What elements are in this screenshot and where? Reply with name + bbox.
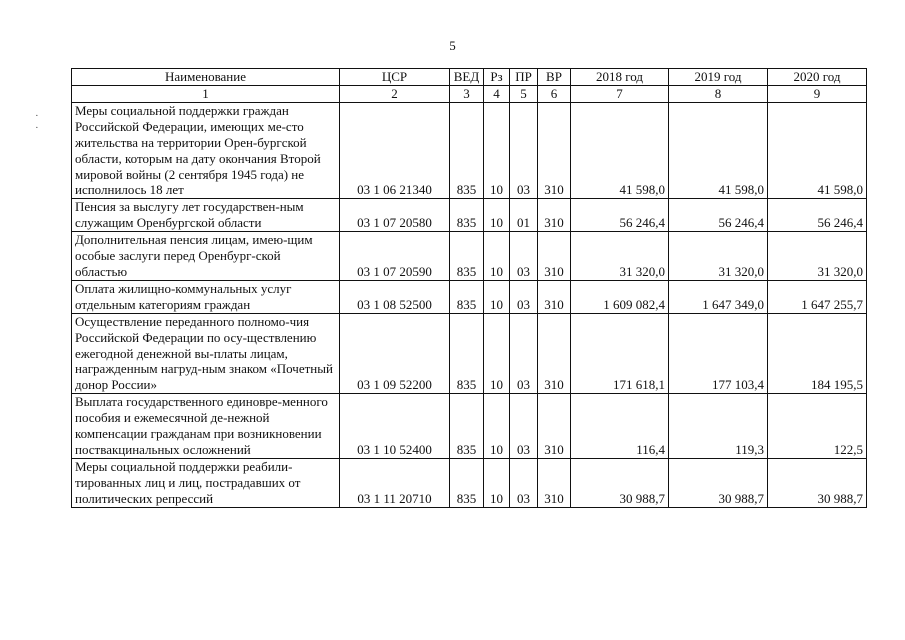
row-csr: 03 1 07 20590 xyxy=(340,232,450,281)
row-2019: 30 988,7 xyxy=(669,458,768,507)
table-row xyxy=(72,394,867,459)
margin-mark: · xyxy=(35,110,39,122)
row-2020: 122,5 xyxy=(768,394,867,459)
row-csr: 03 1 09 52200 xyxy=(340,313,450,394)
row-2018: 41 598,0 xyxy=(571,102,669,198)
header-csr: ЦСР xyxy=(340,69,450,86)
row-2020: 41 598,0 xyxy=(768,102,867,198)
margin-mark: · xyxy=(35,122,39,134)
row-2018: 31 320,0 xyxy=(571,232,669,281)
column-number: 4 xyxy=(484,86,510,103)
column-number: 6 xyxy=(538,86,571,103)
row-ved: 835 xyxy=(450,280,484,313)
row-pr: 03 xyxy=(510,458,538,507)
row-pr: 03 xyxy=(510,313,538,394)
header-ved: ВЕД xyxy=(450,69,484,86)
header-vr: ВР xyxy=(538,69,571,86)
row-2019: 56 246,4 xyxy=(669,199,768,232)
row-name: Дополнительная пенсия лицам, имею-щим особые заслуги перед Оренбург-ской областью xyxy=(72,232,340,281)
row-rz: 10 xyxy=(484,458,510,507)
row-2020: 184 195,5 xyxy=(768,313,867,394)
row-name: Меры социальной поддержки реабили-тированных лиц и лиц, пострадавших от политических репрессий xyxy=(72,458,340,507)
row-vr: 310 xyxy=(538,394,571,459)
row-ved: 835 xyxy=(450,394,484,459)
row-pr: 03 xyxy=(510,280,538,313)
row-2019: 1 647 349,0 xyxy=(669,280,768,313)
row-2018: 56 246,4 xyxy=(571,199,669,232)
row-rz: 10 xyxy=(484,280,510,313)
row-2020: 1 647 255,7 xyxy=(768,280,867,313)
row-2019: 177 103,4 xyxy=(669,313,768,394)
header-2019: 2019 год xyxy=(669,69,768,86)
column-number: 3 xyxy=(450,86,484,103)
column-number: 7 xyxy=(571,86,669,103)
row-pr: 01 xyxy=(510,199,538,232)
row-name: Меры социальной поддержки граждан Российской Федерации, имеющих ме-сто жительства на территории Орен-бургской области, которым на дату окончания Второй мировой войны (2 сентября 1945 года) не исполнилось 18 лет xyxy=(72,102,340,198)
row-rz: 10 xyxy=(484,199,510,232)
row-rz: 10 xyxy=(484,394,510,459)
row-vr: 310 xyxy=(538,280,571,313)
row-rz: 10 xyxy=(484,313,510,394)
table-row xyxy=(72,102,867,198)
row-name: Выплата государственного единовре-менного пособия и ежемесячной де-нежной компенсации гражданам при возникновении поствакцинальных осложнений xyxy=(72,394,340,459)
header-rz: Рз xyxy=(484,69,510,86)
table-row xyxy=(72,199,867,232)
row-vr: 310 xyxy=(538,199,571,232)
row-csr: 03 1 10 52400 xyxy=(340,394,450,459)
column-number: 5 xyxy=(510,86,538,103)
row-ved: 835 xyxy=(450,313,484,394)
row-2019: 31 320,0 xyxy=(669,232,768,281)
row-csr: 03 1 11 20710 xyxy=(340,458,450,507)
row-2020: 30 988,7 xyxy=(768,458,867,507)
column-number-row xyxy=(72,86,867,103)
row-vr: 310 xyxy=(538,313,571,394)
row-2019: 119,3 xyxy=(669,394,768,459)
row-2018: 30 988,7 xyxy=(571,458,669,507)
column-number: 2 xyxy=(340,86,450,103)
table-row xyxy=(72,232,867,281)
column-number: 1 xyxy=(72,86,340,103)
row-2019: 41 598,0 xyxy=(669,102,768,198)
row-ved: 835 xyxy=(450,102,484,198)
row-csr: 03 1 07 20580 xyxy=(340,199,450,232)
row-ved: 835 xyxy=(450,458,484,507)
row-name: Пенсия за выслугу лет государствен-ным служащим Оренбургской области xyxy=(72,199,340,232)
row-2020: 31 320,0 xyxy=(768,232,867,281)
row-2018: 116,4 xyxy=(571,394,669,459)
header-pr: ПР xyxy=(510,69,538,86)
row-vr: 310 xyxy=(538,102,571,198)
page-number: 5 xyxy=(449,38,456,53)
row-vr: 310 xyxy=(538,458,571,507)
header-2018: 2018 год xyxy=(571,69,669,86)
row-ved: 835 xyxy=(450,232,484,281)
header-2020: 2020 год xyxy=(768,69,867,86)
table-row xyxy=(72,313,867,394)
row-2018: 171 618,1 xyxy=(571,313,669,394)
row-name: Оплата жилищно-коммунальных услуг отдельным категориям граждан xyxy=(72,280,340,313)
row-vr: 310 xyxy=(538,232,571,281)
header-row xyxy=(72,69,867,86)
row-2020: 56 246,4 xyxy=(768,199,867,232)
row-rz: 10 xyxy=(484,232,510,281)
row-csr: 03 1 08 52500 xyxy=(340,280,450,313)
row-pr: 03 xyxy=(510,394,538,459)
row-rz: 10 xyxy=(484,102,510,198)
row-2018: 1 609 082,4 xyxy=(571,280,669,313)
table-row xyxy=(72,458,867,507)
column-number: 8 xyxy=(669,86,768,103)
row-csr: 03 1 06 21340 xyxy=(340,102,450,198)
row-ved: 835 xyxy=(450,199,484,232)
row-pr: 03 xyxy=(510,232,538,281)
table-row xyxy=(72,280,867,313)
column-number: 9 xyxy=(768,86,867,103)
row-name: Осуществление переданного полномо-чия Российской Федерации по осу-ществлению ежегодной денежной вы-платы лицам, награжденным нагруд-ным знаком «Почетный донор России» xyxy=(72,313,340,394)
header-name: Наименование xyxy=(72,69,340,86)
budget-table xyxy=(71,68,867,508)
row-pr: 03 xyxy=(510,102,538,198)
